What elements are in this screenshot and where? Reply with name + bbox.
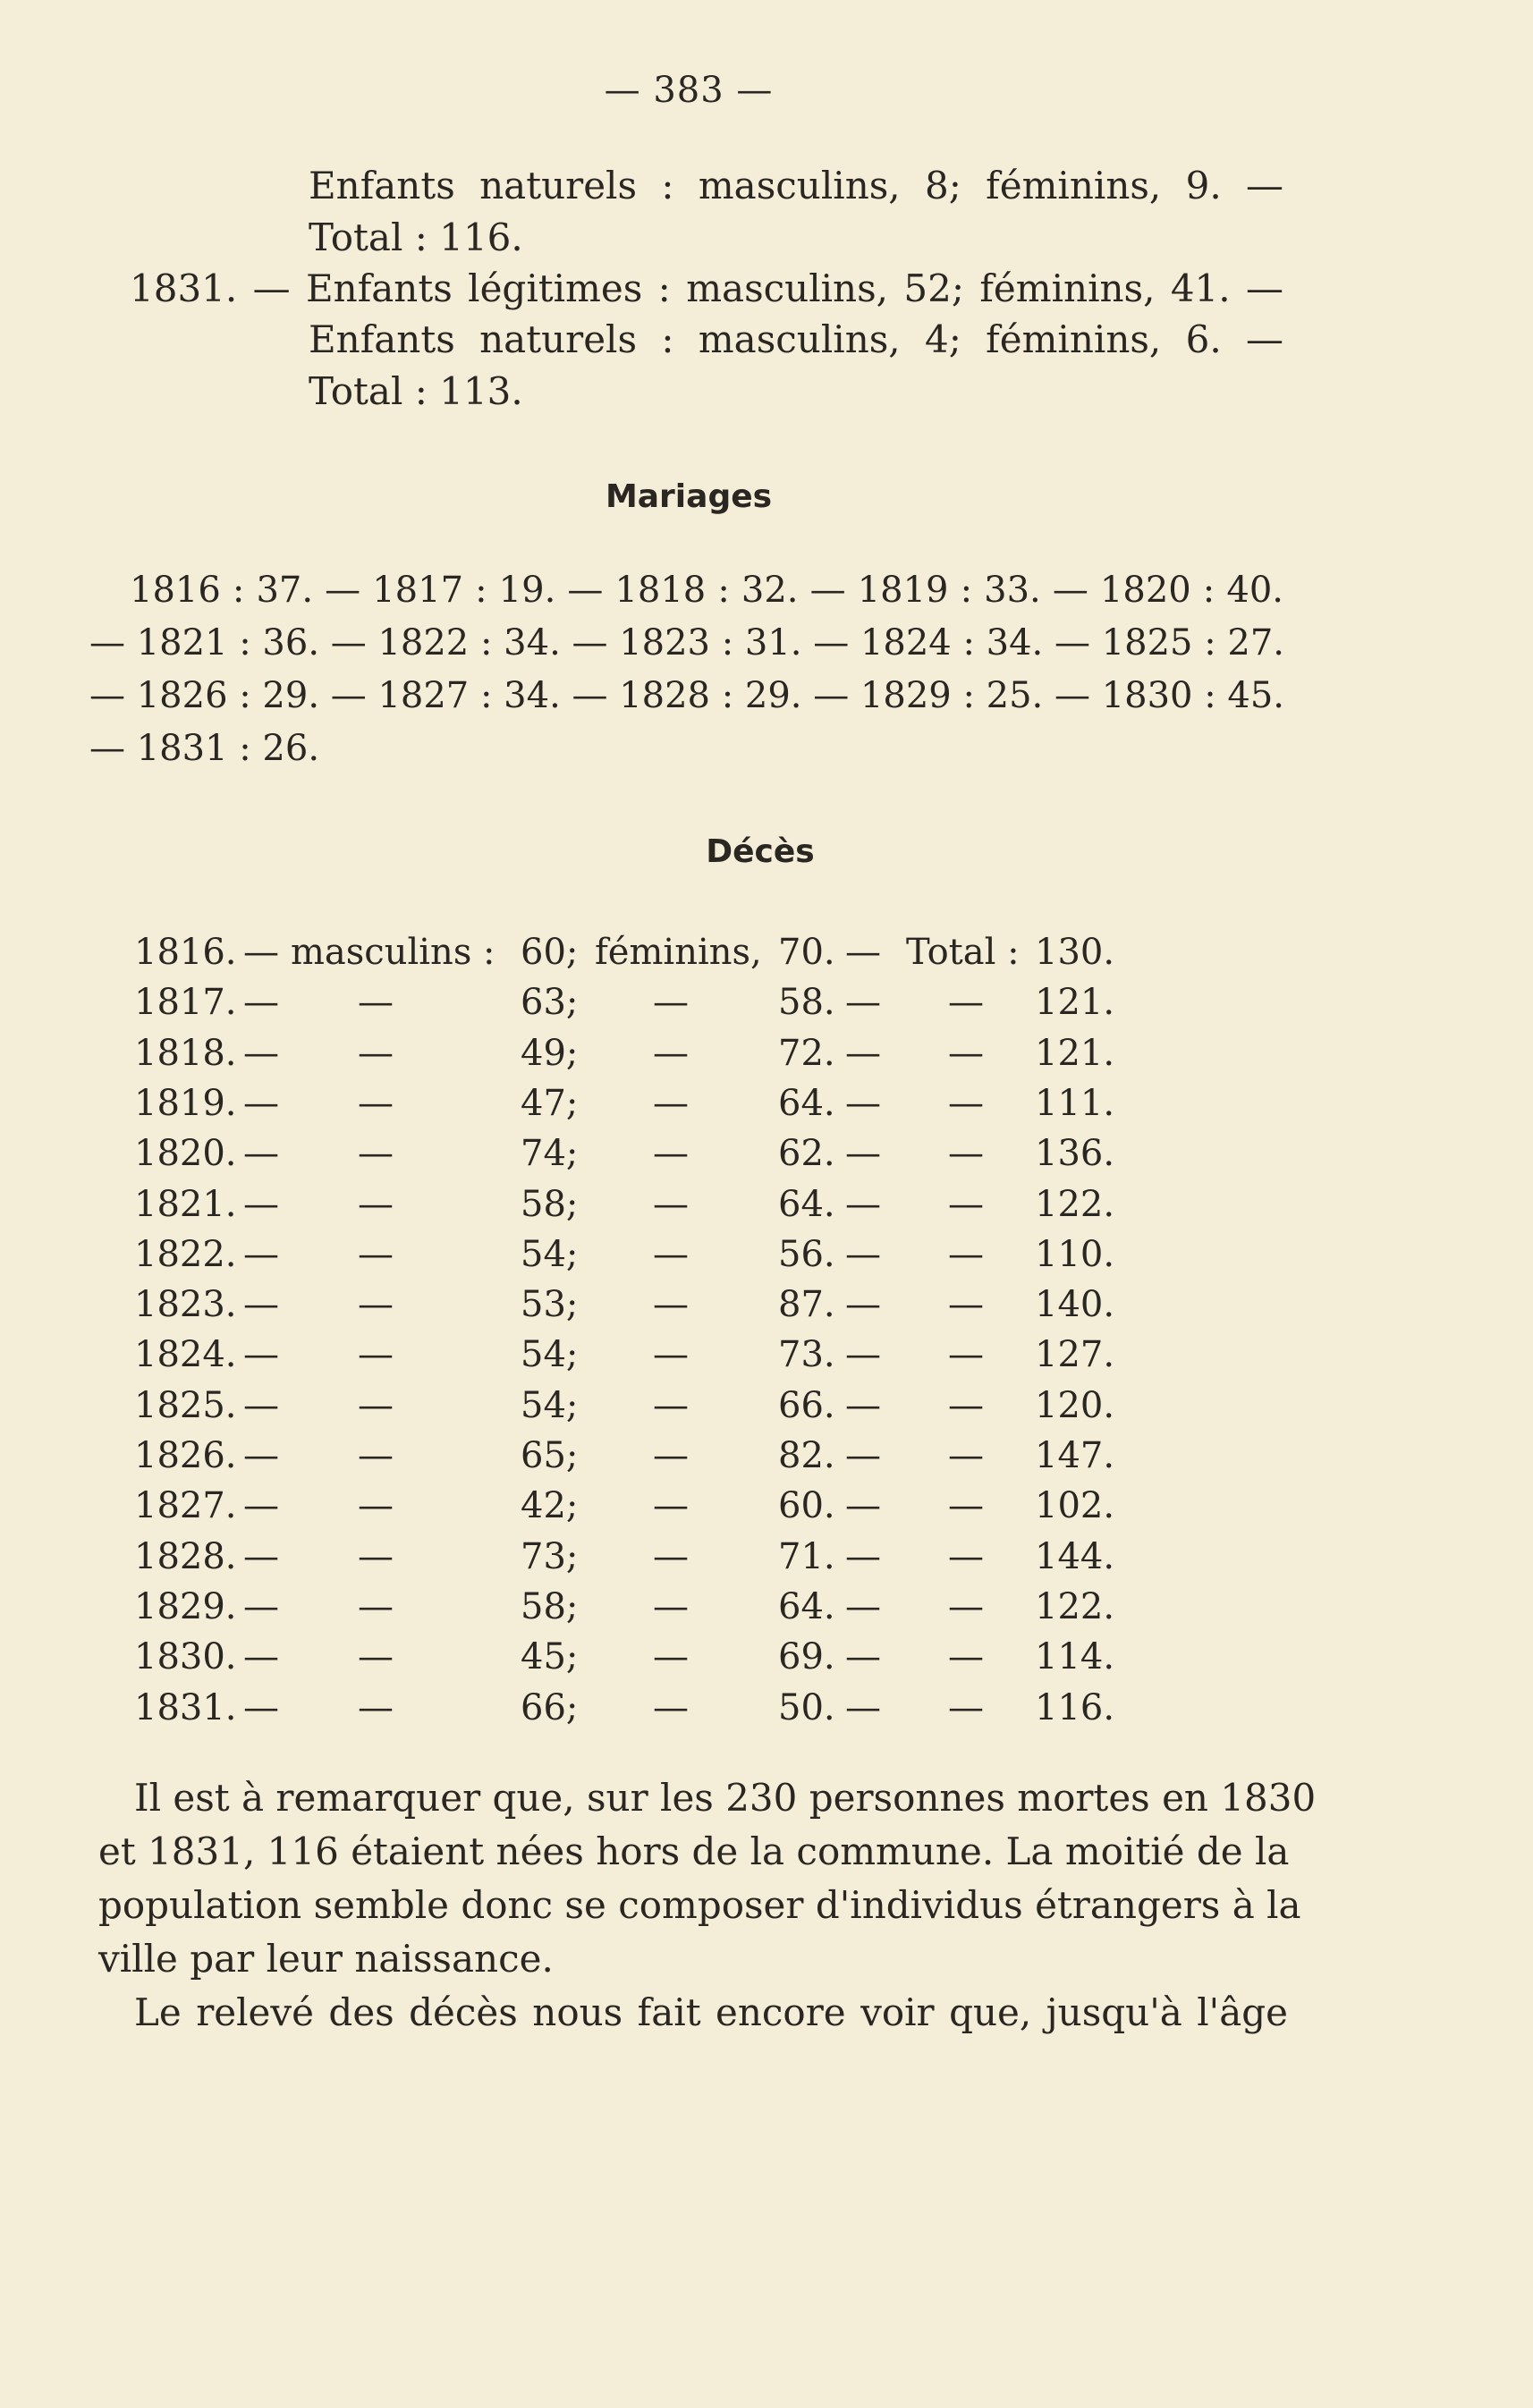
deces-feminins: 87.: [778, 1284, 835, 1326]
dash: —: [845, 932, 881, 973]
dash: —: [845, 1384, 881, 1426]
deces-row: [0, 1334, 1533, 1381]
dash: —: [845, 982, 881, 1024]
ditto-dash: —: [653, 1334, 689, 1376]
deces-masculins: 73;: [521, 1535, 579, 1577]
ditto-dash: —: [358, 1585, 394, 1627]
ditto-dash: —: [653, 982, 689, 1024]
births-line: Enfants naturels : masculins, 8; féminins, 9. —: [309, 164, 1283, 207]
ditto-dash: —: [948, 1032, 984, 1074]
deces-total: 102.: [1035, 1485, 1115, 1527]
dash: —: [243, 1032, 279, 1074]
deces-masculins: 60;: [521, 932, 579, 973]
dash: —: [845, 1686, 881, 1728]
deces-feminins: 73.: [778, 1334, 835, 1376]
deces-total: 121.: [1035, 1032, 1115, 1074]
deces-row: [0, 1535, 1533, 1584]
dash: —: [243, 1585, 279, 1627]
ditto-dash: —: [358, 1334, 394, 1376]
dash: —: [243, 1686, 279, 1728]
dash: —: [243, 1284, 279, 1326]
dash: —: [243, 1535, 279, 1577]
deces-feminins: 69.: [778, 1636, 835, 1678]
ditto-dash: —: [653, 1233, 689, 1275]
dash: —: [243, 1435, 279, 1476]
births-line: Total : 116.: [309, 215, 523, 259]
deces-year: 1822.: [134, 1233, 237, 1275]
label-total: Total :: [906, 932, 1020, 973]
deces-masculins: 47;: [521, 1082, 579, 1124]
deces-year: 1830.: [134, 1636, 237, 1678]
deces-row: [0, 1485, 1533, 1533]
ditto-dash: —: [653, 1485, 689, 1527]
dash: —: [845, 1535, 881, 1577]
deces-feminins: 71.: [778, 1535, 835, 1577]
deces-row: [0, 1032, 1533, 1080]
section-heading-deces: Décès: [706, 833, 815, 870]
ditto-dash: —: [358, 1082, 394, 1124]
births-line: Total : 113.: [309, 369, 523, 413]
deces-masculins: 66;: [521, 1686, 579, 1728]
dash: —: [845, 1636, 881, 1678]
mariages-line: — 1821 : 36. — 1822 : 34. — 1823 : 31. — 1824 : 34. — 1825 : 27.: [89, 622, 1285, 663]
deces-masculins: 74;: [521, 1133, 579, 1175]
deces-year: 1819.: [134, 1082, 237, 1124]
deces-year: 1826.: [134, 1435, 237, 1476]
deces-year: 1831.: [134, 1686, 237, 1728]
deces-total: 110.: [1035, 1233, 1115, 1275]
label-feminins: féminins,: [595, 932, 762, 973]
ditto-dash: —: [653, 1183, 689, 1225]
deces-total: 122.: [1035, 1183, 1115, 1225]
dash: —: [845, 1585, 881, 1627]
deces-feminins: 66.: [778, 1384, 835, 1426]
deces-feminins: 64.: [778, 1585, 835, 1627]
dash: —: [845, 1485, 881, 1527]
deces-year: 1829.: [134, 1585, 237, 1627]
ditto-dash: —: [653, 1284, 689, 1326]
ditto-dash: —: [358, 1032, 394, 1074]
deces-total: 120.: [1035, 1384, 1115, 1426]
section-heading-mariages: Mariages: [605, 478, 773, 515]
ditto-dash: —: [948, 1133, 984, 1175]
ditto-dash: —: [948, 1435, 984, 1476]
dash: —: [845, 1183, 881, 1225]
deces-masculins: 63;: [521, 982, 579, 1024]
deces-feminins: 70.: [778, 932, 835, 973]
mariages-line: — 1826 : 29. — 1827 : 34. — 1828 : 29. — 1829 : 25. — 1830 : 45.: [89, 675, 1285, 716]
deces-feminins: 56.: [778, 1233, 835, 1275]
dash: —: [845, 1435, 881, 1476]
deces-year: 1827.: [134, 1485, 237, 1527]
dash: —: [243, 1334, 279, 1376]
deces-row: [0, 934, 1533, 979]
deces-row: [0, 1233, 1533, 1281]
ditto-dash: —: [948, 1082, 984, 1124]
deces-row: [0, 1435, 1533, 1483]
deces-total: 147.: [1035, 1435, 1115, 1476]
deces-row: [0, 1636, 1533, 1684]
deces-masculins: 42;: [521, 1485, 579, 1527]
deces-year: 1821.: [134, 1183, 237, 1225]
ditto-dash: —: [358, 1183, 394, 1225]
deces-feminins: 50.: [778, 1686, 835, 1728]
ditto-dash: —: [358, 982, 394, 1024]
deces-year: 1820.: [134, 1133, 237, 1175]
dash: —: [243, 1485, 279, 1527]
deces-total: 136.: [1035, 1133, 1115, 1175]
ditto-dash: —: [948, 1284, 984, 1326]
deces-total: 111.: [1035, 1082, 1115, 1124]
ditto-dash: —: [948, 1535, 984, 1577]
page-number: — 383 —: [604, 70, 774, 111]
deces-row: [0, 984, 1533, 1029]
deces-masculins: 45;: [521, 1636, 579, 1678]
ditto-dash: —: [948, 982, 984, 1024]
ditto-dash: —: [653, 1535, 689, 1577]
deces-masculins: 54;: [521, 1233, 579, 1275]
mariages-line: 1816 : 37. — 1817 : 19. — 1818 : 32. — 1819 : 33. — 1820 : 40.: [130, 570, 1283, 611]
deces-total: 114.: [1035, 1636, 1115, 1678]
ditto-dash: —: [358, 1435, 394, 1476]
deces-masculins: 65;: [521, 1435, 579, 1476]
deces-row: [0, 1284, 1533, 1331]
deces-year: 1823.: [134, 1284, 237, 1326]
deces-year: 1825.: [134, 1384, 237, 1426]
ditto-dash: —: [358, 1535, 394, 1577]
ditto-dash: —: [653, 1133, 689, 1175]
dash: —: [243, 1082, 279, 1124]
dash: —: [845, 1284, 881, 1326]
deces-masculins: 54;: [521, 1334, 579, 1376]
deces-total: 127.: [1035, 1334, 1115, 1376]
ditto-dash: —: [653, 1686, 689, 1728]
ditto-dash: —: [653, 1585, 689, 1627]
deces-feminins: 58.: [778, 982, 835, 1024]
dash: —: [845, 1082, 881, 1124]
paragraph-line: Il est à remarquer que, sur les 230 personnes mortes en 1830: [134, 1776, 1317, 1820]
deces-row: [0, 1585, 1533, 1634]
deces-masculins: 58;: [521, 1585, 579, 1627]
ditto-dash: —: [358, 1636, 394, 1678]
ditto-dash: —: [948, 1384, 984, 1426]
dash: —: [243, 1233, 279, 1275]
deces-total: 122.: [1035, 1585, 1115, 1627]
deces-feminins: 82.: [778, 1435, 835, 1476]
ditto-dash: —: [653, 1636, 689, 1678]
dash: —: [243, 1183, 279, 1225]
ditto-dash: —: [948, 1636, 984, 1678]
dash: —: [243, 932, 279, 973]
ditto-dash: —: [948, 1485, 984, 1527]
births-line: 1831. — Enfants légitimes : masculins, 52; féminins, 41. —: [130, 266, 1283, 310]
deces-year: 1816.: [134, 932, 237, 973]
ditto-dash: —: [948, 1686, 984, 1728]
deces-row: [0, 1082, 1533, 1130]
ditto-dash: —: [653, 1082, 689, 1124]
deces-total: 144.: [1035, 1535, 1115, 1577]
dash: —: [845, 1334, 881, 1376]
deces-masculins: 54;: [521, 1384, 579, 1426]
paragraph-line: ville par leur naissance.: [98, 1937, 554, 1981]
label-masculins: masculins :: [291, 932, 495, 973]
deces-masculins: 49;: [521, 1032, 579, 1074]
dash: —: [845, 1233, 881, 1275]
dash: —: [243, 1636, 279, 1678]
ditto-dash: —: [358, 1485, 394, 1527]
ditto-dash: —: [948, 1585, 984, 1627]
paragraph-line: population semble donc se composer d'individus étrangers à la: [98, 1883, 1301, 1927]
mariages-line: — 1831 : 26.: [89, 728, 320, 769]
dash: —: [845, 1032, 881, 1074]
deces-row: [0, 1686, 1533, 1735]
dash: —: [243, 982, 279, 1024]
ditto-dash: —: [358, 1233, 394, 1275]
ditto-dash: —: [653, 1435, 689, 1476]
ditto-dash: —: [358, 1284, 394, 1326]
deces-total: 140.: [1035, 1284, 1115, 1326]
deces-feminins: 64.: [778, 1183, 835, 1225]
deces-year: 1818.: [134, 1032, 237, 1074]
deces-total: 121.: [1035, 982, 1115, 1024]
ditto-dash: —: [948, 1334, 984, 1376]
dash: —: [845, 1133, 881, 1175]
ditto-dash: —: [358, 1384, 394, 1426]
births-line: Enfants naturels : masculins, 4; féminins, 6. —: [309, 317, 1283, 361]
deces-feminins: 64.: [778, 1082, 835, 1124]
deces-row: [0, 1133, 1533, 1180]
deces-total: 130.: [1035, 932, 1115, 973]
ditto-dash: —: [948, 1233, 984, 1275]
deces-row: [0, 1384, 1533, 1432]
ditto-dash: —: [653, 1032, 689, 1074]
deces-year: 1828.: [134, 1535, 237, 1577]
paragraph-line: Le relevé des décès nous fait encore voir que, jusqu'à l'âge: [134, 1990, 1288, 2034]
deces-feminins: 60.: [778, 1485, 835, 1527]
dash: —: [243, 1133, 279, 1175]
ditto-dash: —: [948, 1183, 984, 1225]
ditto-dash: —: [358, 1686, 394, 1728]
deces-feminins: 62.: [778, 1133, 835, 1175]
ditto-dash: —: [653, 1384, 689, 1426]
deces-masculins: 58;: [521, 1183, 579, 1225]
deces-total: 116.: [1035, 1686, 1115, 1728]
dash: —: [243, 1384, 279, 1426]
paragraph-line: et 1831, 116 étaient nées hors de la commune. La moitié de la: [98, 1829, 1290, 1873]
ditto-dash: —: [358, 1133, 394, 1175]
deces-feminins: 72.: [778, 1032, 835, 1074]
deces-row: [0, 1183, 1533, 1231]
deces-masculins: 53;: [521, 1284, 579, 1326]
deces-year: 1824.: [134, 1334, 237, 1376]
deces-year: 1817.: [134, 982, 237, 1024]
